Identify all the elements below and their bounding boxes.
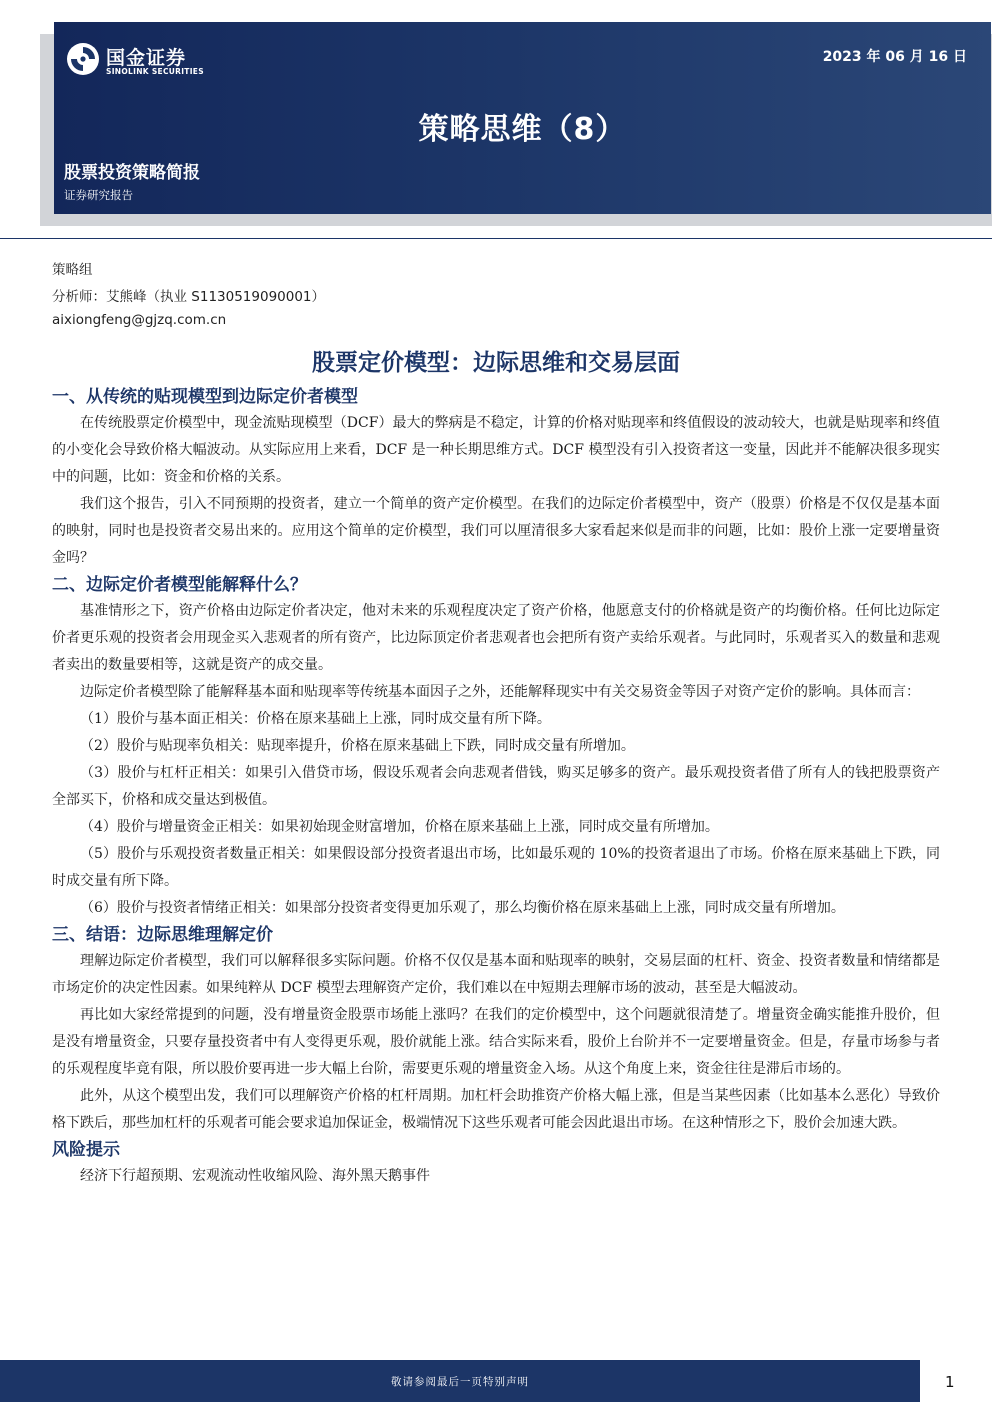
section-2-paragraph-1: 基准情形之下，资产价格由边际定价者决定，他对未来的乐观程度决定了资产价格，他愿意支付的价格就是资产的均衡价格。任何比边际定价者更乐观的投资者会用现金买入悲观者的所有资产，比边际顶定价者悲观者也会把所有资产卖给乐观者。与此同时，乐观者买入的数量和悲观者卖出的数量要相等，这就是资产的成交量。 [52,603,940,673]
section-heading-2: 二、边际定价者模型能解释什么？ [52,575,307,595]
section-2-item-4: （4）股价与增量资金正相关：如果初始现金财富增加，价格在原来基础上上涨，同时成交量有所增加。 [80,819,719,835]
section-1-paragraph-1: 在传统股票定价模型中，现金流贴现模型（DCF）最大的弊病是不稳定，计算的价格对贴现率和终值假设的波动较大，也就是贴现率和终值的小变化会导致价格大幅波动。从实际应用上来看，DCF 是一种长期思维方式。DCF 模型没有引入投资者这一变量，因此并不能解决很多现实中的问题，比如：资金和价格的关系。 [52,415,940,485]
author-email[interactable]: aixiongfeng@gjzq.com.cn [52,312,227,328]
report-body [52,384,940,1190]
page-number: 1 [945,1373,955,1391]
section-1-paragraph-2: 我们这个报告，引入不同预期的投资者，建立一个简单的资产定价模型。在我们的边际定价者模型中，资产（股票）价格是不仅仅是基本面的映射，同时也是投资者交易出来的。应用这个简单的定价模型，我们可以厘清很多大家看起来似是而非的问题，比如：股价上涨一定要增量资金吗？ [52,496,940,566]
risk-heading: 风险提示 [52,1140,120,1160]
section-2-item-2: （2）股价与贴现率负相关：贴现率提升，价格在原来基础上下跌，同时成交量有所增加。 [80,738,635,754]
logo-english-name: SINOLINK SECURITIES [106,67,204,76]
main-title: 股票定价模型：边际思维和交易层面 [312,350,680,376]
report-category: 证券研究报告 [64,188,133,202]
footer-disclaimer: 敬请参阅最后一页特别声明 [391,1376,529,1388]
section-heading-1: 一、从传统的贴现模型到边际定价者模型 [52,387,358,407]
report-type: 股票投资策略简报 [64,163,200,183]
author-group: 策略组 [52,262,93,278]
section-3-paragraph-2: 再比如大家经常提到的问题，没有增量资金股票市场能上涨吗？在我们的定价模型中，这个问题就很清楚了。增量资金确实能推升股价，但是没有增量资金，只要存量投资者中有人变得更乐观，股价就能上涨。结合实际来看，股价上台阶并不一定要增量资金。但是，存量市场参与者的乐观程度毕竟有限，所以股价要再进一步大幅上台阶，需要更乐观的增量资金入场。从这个角度上来，资金往往是滞后市场的。 [52,1007,940,1077]
footer-bar [0,1360,920,1402]
logo-chinese-name: 国金证券 [106,47,187,69]
section-2-item-6: （6）股价与投资者情绪正相关：如果部分投资者变得更加乐观了，那么均衡价格在原来基础上上涨，同时成交量有所增加。 [80,900,845,916]
sinolink-logo-icon [66,42,100,76]
section-2-item-1: （1）股价与基本面正相关：价格在原来基础上上涨，同时成交量有所下降。 [80,711,551,727]
header-divider [0,238,992,239]
section-3-paragraph-3: 此外，从这个模型出发，我们可以理解资产价格的杠杆周期。加杠杆会助推资产价格大幅上涨，但是当某些因素（比如基本么恶化）导致价格下跌后，那些加杠杆的乐观者可能会要求追加保证金，极端情况下这些乐观者可能会因此退出市场。在这种情形之下，股价会加速大跌。 [52,1088,940,1131]
section-3-paragraph-1: 理解边际定价者模型，我们可以解释很多实际问题。价格不仅仅是基本面和贴现率的映射，交易层面的杠杆、资金、投资者数量和情绪都是市场定价的决定性因素。如果纯粹从 DCF 模型去理解资产定价，我们难以在中短期去理解市场的波动，甚至是大幅波动。 [52,953,940,996]
section-2-paragraph-2: 边际定价者模型除了能解释基本面和贴现率等传统基本面因子之外，还能解释现实中有关交易资金等因子对资产定价的影响。具体而言： [80,684,920,700]
section-2-item-3: （3）股价与杠杆正相关：如果引入借贷市场，假设乐观者会向悲观者借钱，购买足够多的资产。最乐观投资者借了所有人的钱把股票资产全部买下，价格和成交量达到极值。 [52,765,940,808]
report-title: 策略思维（8） [418,112,627,147]
author-analyst: 分析师：艾熊峰（执业 S1130519090001） [52,289,326,305]
report-date: 2023 年 06 月 16 日 [822,49,967,65]
section-heading-3: 三、结语：边际思维理解定价 [52,925,273,945]
risk-body: 经济下行超预期、宏观流动性收缩风险、海外黑天鹅事件 [80,1168,430,1184]
section-2-item-5: （5）股价与乐观投资者数量正相关：如果假设部分投资者退出市场，比如最乐观的 10%的投资者退出了市场。价格在原来基础上下跌，同时成交量有所下降。 [52,846,940,889]
header-banner [54,22,991,214]
